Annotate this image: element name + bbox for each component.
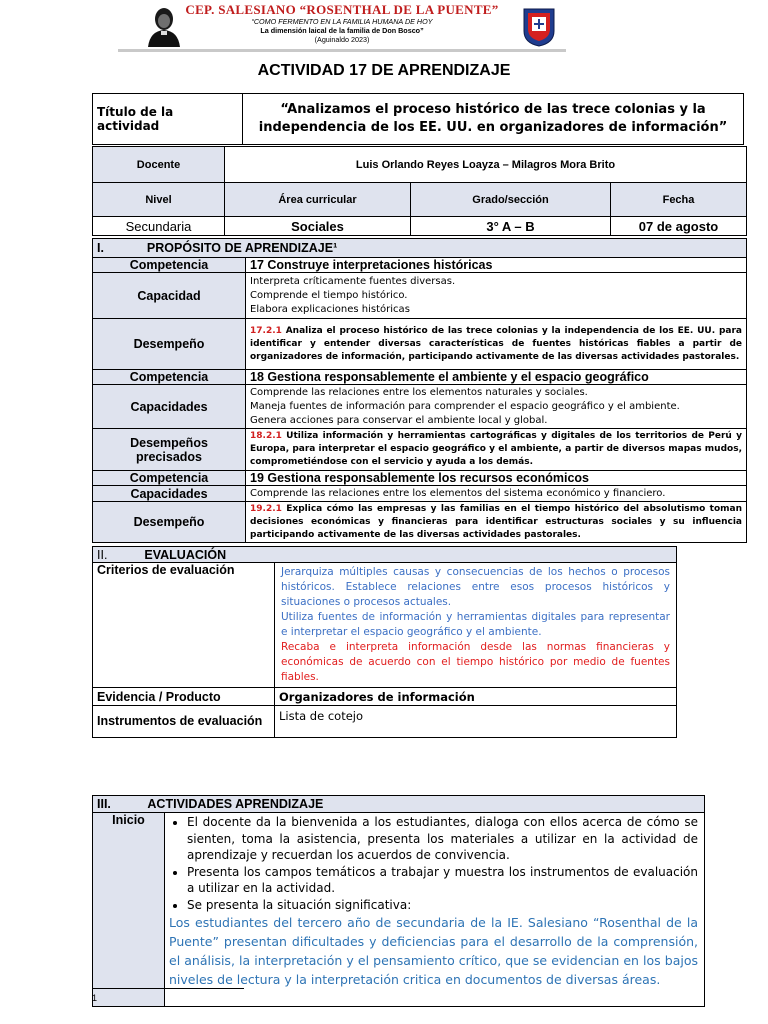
motto-line-1: “COMO FERMENTO EN LA FAMILIA HUMANA DE HOY (251, 17, 433, 26)
desempeno-code: 18.2.1 (250, 431, 282, 441)
desempeno-code: 19.2.1 (250, 503, 282, 514)
capacidad-item: Elabora explicaciones históricas (250, 303, 410, 315)
capacidad-item: Comprende las relaciones entre los elementos naturales y sociales. (250, 386, 588, 398)
activity-title-label: Título de la actividad (93, 94, 243, 145)
desempeno-text (246, 429, 747, 471)
capacidad-item: Comprende el tiempo histórico. (250, 289, 408, 301)
instruments-value: Lista de cotejo (275, 706, 677, 738)
criteria-text: Recaba e interpreta información desde las normas financieras y económicas de acuerdo con el tiempo histórico por medio de fuentes fiables. (281, 641, 670, 683)
inicio-label: Inicio (93, 813, 165, 1007)
criteria-text: Utiliza fuentes de información y herramientas digitales para representar e interpretar el espacio geográfico y el ambiente. (281, 611, 670, 638)
capacidades-list (246, 486, 747, 502)
inicio-list (169, 814, 698, 913)
desempenos-label: Desempeños precisados (93, 429, 246, 471)
desempeno-description: Analiza el proceso histórico de las trece colonias y la independencia de los EE. UU. para identificar y entender diversas características de fuentes históricas fiables a partir de organizadores de información, participando activamente de las diversas actividades pastorales. (250, 325, 742, 362)
fecha-header: Fecha (611, 183, 747, 217)
motto-line-3: (Aguinaldo 2023) (314, 35, 370, 44)
activities-number: III. (97, 797, 111, 811)
capacidad-label: Capacidad (93, 273, 246, 319)
purpose-title: PROPÓSITO DE APRENDIZAJE¹ (146, 241, 338, 255)
desempeno-code: 17.2.1 (250, 325, 282, 336)
evaluation-number: II. (97, 547, 108, 562)
list-item: • Presenta los campos temáticos a trabajar y muestra los instrumentos de evaluación a utilizar en la actividad. (187, 864, 698, 897)
area-header: Área curricular (225, 183, 411, 217)
competencia-value: 18 Gestiona responsablemente el ambiente y el espacio geográfico (246, 370, 747, 385)
list-item: • Se presenta la situación significativa: (187, 897, 698, 914)
competencia-label: Competencia (93, 471, 246, 486)
desempeno-label: Desempeño (93, 319, 246, 370)
activities-heading (93, 796, 705, 813)
docente-label: Docente (93, 147, 225, 183)
desempeno-text (246, 319, 747, 370)
area-value: Sociales (225, 217, 411, 236)
competencia-value: 19 Gestiona responsablemente los recursos económicos (246, 471, 747, 486)
activity-title-table (92, 93, 744, 145)
desempeno-description: Utiliza información y herramientas cartográficas y digitales de los territorios de Perú y Europa, para interpretar el espacio geográfico y el ambiente, a partir de diversos mapas mudos, comprometiéndose con el servicio y ayuda a los demás. (250, 431, 742, 467)
capacidad-item: Genera acciones para conservar el ambiente local y global. (250, 414, 548, 426)
competencia-value: 17 Construye interpretaciones históricas (246, 258, 747, 273)
document-title: ACTIVIDAD 17 DE APRENDIZAJE (257, 62, 511, 79)
capacidades-label: Capacidades (93, 486, 246, 502)
school-emblem (522, 7, 556, 47)
info-table (92, 146, 747, 236)
capacidad-list (246, 273, 747, 319)
grado-value: 3° A – B (411, 217, 611, 236)
docente-value: Luis Orlando Reyes Loayza – Milagros Mora Brito (225, 147, 747, 183)
evaluation-table (92, 546, 677, 738)
school-name: CEP. SALESIANO “ROSENTHAL DE LA PUENTE” (185, 2, 499, 17)
desempeno-description: Explica cómo las empresas y las familias en el tiempo histórico del absolutismo toman decisiones económicas y financieras para identificar estructuras sociales y su influencia participando activamente de las diversas actividades pastorales. (250, 503, 742, 540)
capacidad-item: Maneja fuentes de información para comprender el espacio geográfico y el ambiente. (250, 400, 680, 412)
instruments-label: Instrumentos de evaluación (93, 706, 275, 738)
footnote-marker: 1 (92, 993, 98, 1003)
inicio-content (165, 813, 705, 1007)
nivel-value: Secundaria (93, 217, 225, 236)
criteria-cell (275, 563, 677, 688)
list-item: • El docente da la bienvenida a los estudiantes, dialoga con ellos acerca de cómo se sienten, toma la asistencia, presenta los materiales a utilizar en la actividad de aprendizaje y recuerdan los acuerdos de convivencia. (187, 814, 698, 864)
desempeno-label: Desempeño (93, 502, 246, 543)
evidence-value: Organizadores de información (275, 688, 677, 706)
situation-text: Los estudiantes del tercero año de secundaria de la IE. Salesiano “Rosenthal de la Puente” presentan dificultades y deficiencias para el desarrollo de la comprensión, el análisis, la interpretación y el pensamiento crítico, que se evidencian en los bajos niveles de lectura y la interpretación critica en documentos de diversas áreas. (169, 915, 698, 987)
capacidades-label: Capacidades (93, 385, 246, 429)
competencia-label: Competencia (93, 258, 246, 273)
competencia-label: Competencia (93, 370, 246, 385)
capacidad-item: Interpreta críticamente fuentes diversas. (250, 275, 456, 287)
motto-line-2: La dimensión laical de la familia de Don Bosco” (260, 26, 424, 35)
activities-table (92, 795, 705, 1007)
capacidad-item: Comprende las relaciones entre los elementos del sistema económico y financiero. (250, 488, 666, 499)
criteria-label: Criterios de evaluación (93, 563, 275, 688)
nivel-header: Nivel (93, 183, 225, 217)
evidence-label: Evidencia / Producto (93, 688, 275, 706)
purpose-number: I. (97, 241, 104, 255)
purpose-heading (93, 239, 747, 258)
footnote-divider (92, 988, 244, 989)
fecha-value: 07 de agosto (611, 217, 747, 236)
evaluation-title: EVALUACIÓN (144, 547, 227, 562)
capacidades-list (246, 385, 747, 429)
evaluation-heading (93, 547, 677, 563)
grado-header: Grado/sección (411, 183, 611, 217)
desempeno-text (246, 502, 747, 543)
activities-title: ACTIVIDADES APRENDIZAJE (147, 797, 324, 811)
activity-title-value: “Analizamos el proceso histórico de las trece colonias y la independencia de los EE. UU. en organizadores de información” (243, 94, 744, 145)
criteria-text: Jerarquiza múltiples causas y consecuencias de los hechos o procesos históricos. Establece relaciones entre esos procesos históricos y situaciones o procesos actuales. (281, 566, 670, 608)
purpose-table (92, 238, 747, 543)
